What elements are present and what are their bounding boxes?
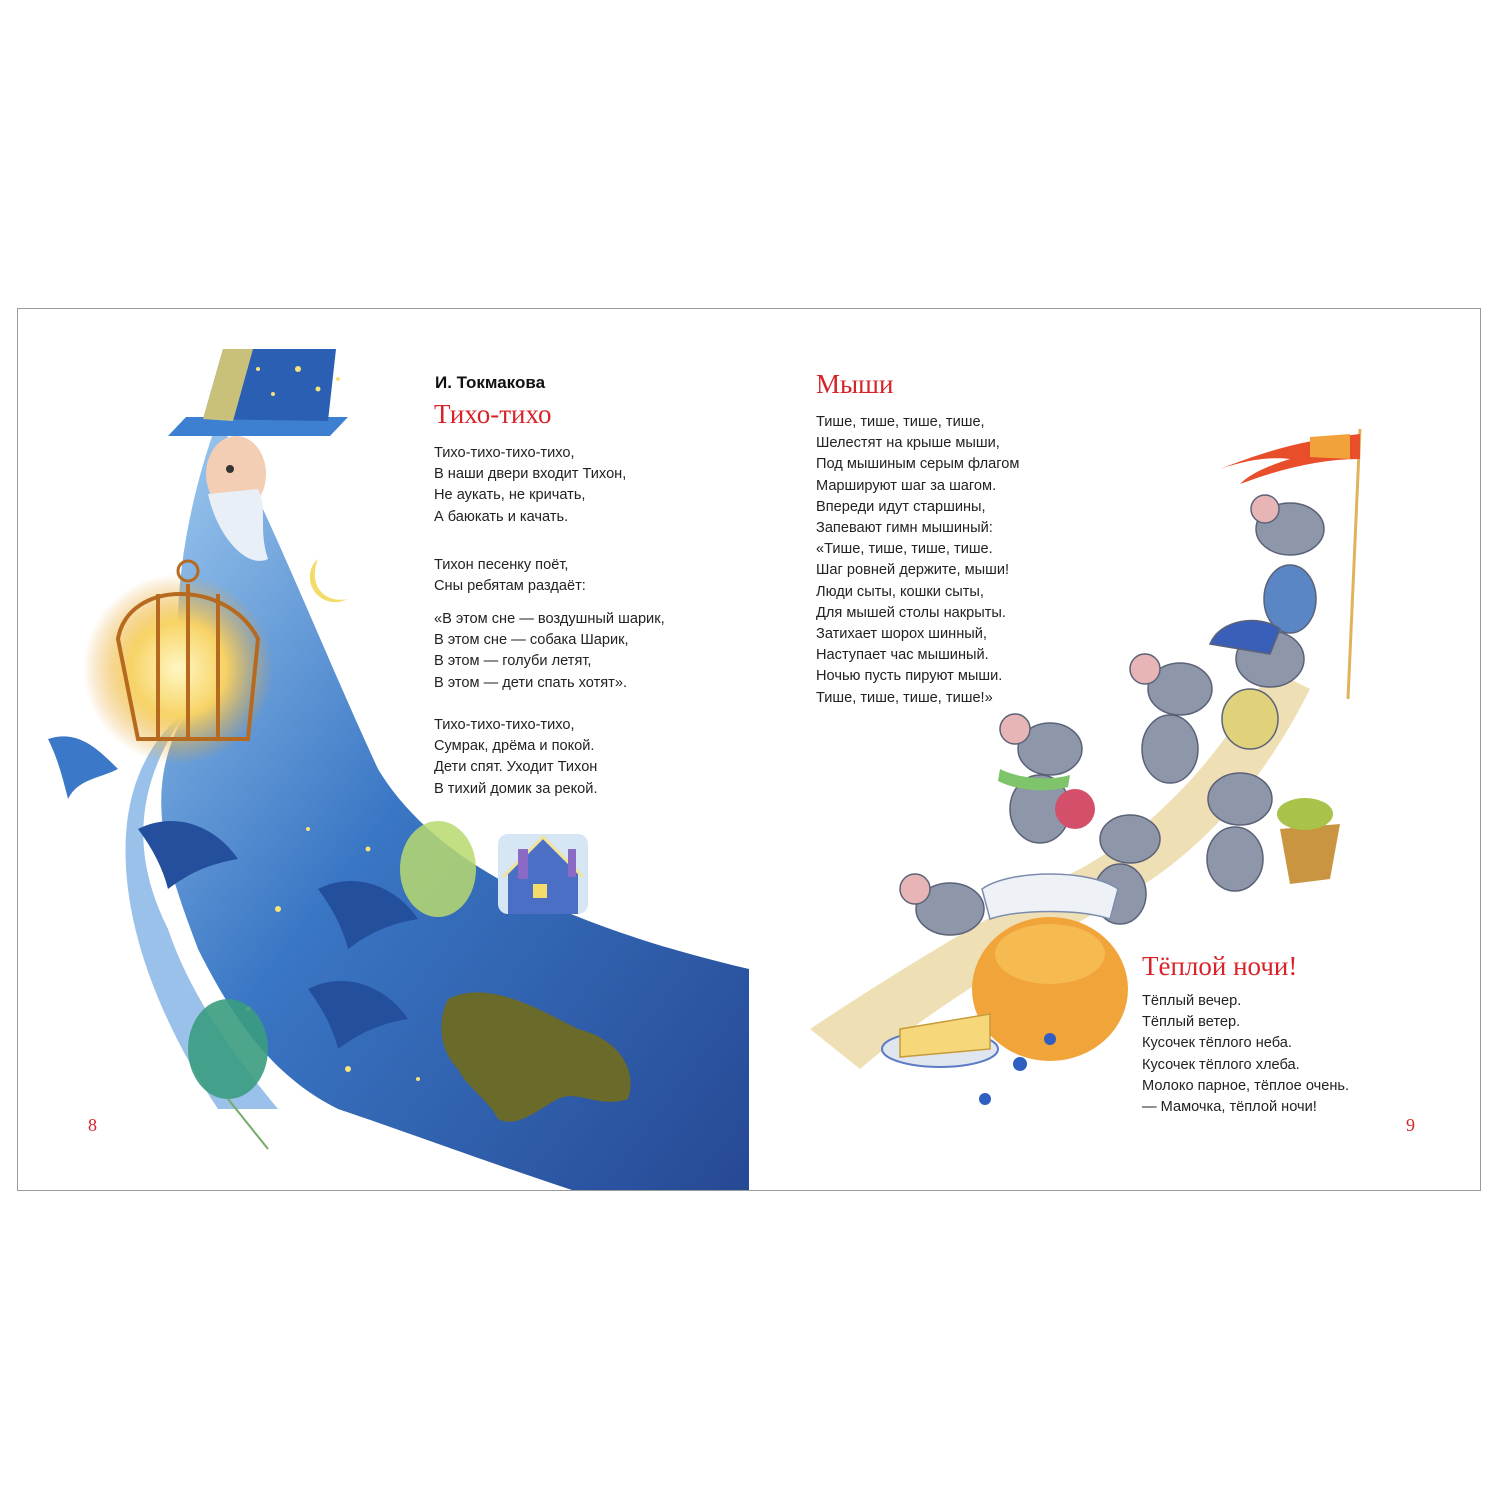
- verse-line: Тихо-тихо-тихо-тихо,: [434, 717, 575, 733]
- verse-line: Дети спят. Уходит Тихон: [434, 759, 598, 776]
- verse-line: Сумрак, дрёма и покой.: [434, 738, 595, 755]
- verse-line: Затихает шорох шинный,: [816, 626, 987, 643]
- verse-line: Не аукать, не кричать,: [434, 487, 586, 504]
- book-spread: [17, 308, 1481, 1191]
- verse-line: Кусочек тёплого хлеба.: [1142, 1056, 1300, 1073]
- verse-line: Наступает час мышиный.: [816, 647, 989, 664]
- left-page: [18, 309, 750, 1190]
- stanza-2: [434, 555, 586, 597]
- stanza-1: [434, 443, 626, 528]
- verse-line: Тише, тише, тише, тише!»: [816, 689, 993, 706]
- wizard-tikhon-illustration: [18, 309, 750, 1191]
- verse-line: Впереди идут старшины,: [816, 498, 986, 515]
- verse-line: Для мышей столы накрыты.: [816, 604, 1006, 621]
- poem-title-tikho: Тихо-тихо: [434, 399, 552, 429]
- poem-title-myshi: Мыши: [816, 369, 894, 399]
- verse-line: В этом — дети спать хотят».: [434, 674, 628, 691]
- verse-line: Запевают гимн мышиный:: [816, 520, 993, 537]
- verse-line: Люди сыты, кошки сыты,: [816, 583, 984, 600]
- verse-line: Молоко парное, тёплое очень.: [1142, 1077, 1350, 1094]
- verse-line: А баюкать и качать.: [434, 508, 569, 525]
- poem-title-teploy-nochi: Тёплой ночи!: [1142, 951, 1298, 981]
- verse-line: Ночью пусть пируют мыши.: [816, 668, 1003, 685]
- verse-line: Тихо-тихо-тихо-тихо,: [434, 445, 575, 461]
- verse-line: Тише, тише, тише, тише,: [816, 414, 985, 430]
- verse-line: Шелестят на крыше мыши,: [816, 435, 1000, 452]
- verse-line: Шаг ровней держите, мыши!: [816, 562, 1010, 579]
- verse-line: «Тише, тише, тише, тише.: [816, 541, 993, 558]
- page-number-right: 9: [1406, 1115, 1415, 1135]
- poem-teploy-nochi-text: [1142, 991, 1349, 1118]
- verse-line: Под мышиным серым флагом: [816, 456, 1020, 473]
- verse-line: Маршируют шаг за шагом.: [816, 477, 997, 494]
- page-number-left: 8: [88, 1115, 97, 1135]
- verse-line: «В этом сне — воздушный шарик,: [434, 611, 665, 627]
- verse-line: Сны ребятам раздаёт:: [434, 578, 586, 595]
- verse-line: Тёплый ветер.: [1142, 1014, 1241, 1031]
- verse-line: В наши двери входит Тихон,: [434, 466, 627, 483]
- verse-line: Тихон песенку поёт,: [434, 557, 569, 573]
- right-page: [750, 309, 1481, 1190]
- verse-line: Кусочек тёплого неба.: [1142, 1035, 1292, 1052]
- verse-line: — Мамочка, тёплой ночи!: [1142, 1099, 1317, 1116]
- verse-line: В тихий домик за рекой.: [434, 780, 598, 797]
- stanza-4: [434, 715, 598, 800]
- verse-line: В этом — голуби летят,: [434, 653, 592, 670]
- verse-line: Тёплый вечер.: [1142, 993, 1242, 1009]
- stanza-3: [434, 609, 665, 694]
- verse-line: В этом сне — собака Шарик,: [434, 632, 629, 649]
- poem-myshi-text: [816, 412, 1019, 709]
- author-name: И. Токмакова: [435, 373, 546, 392]
